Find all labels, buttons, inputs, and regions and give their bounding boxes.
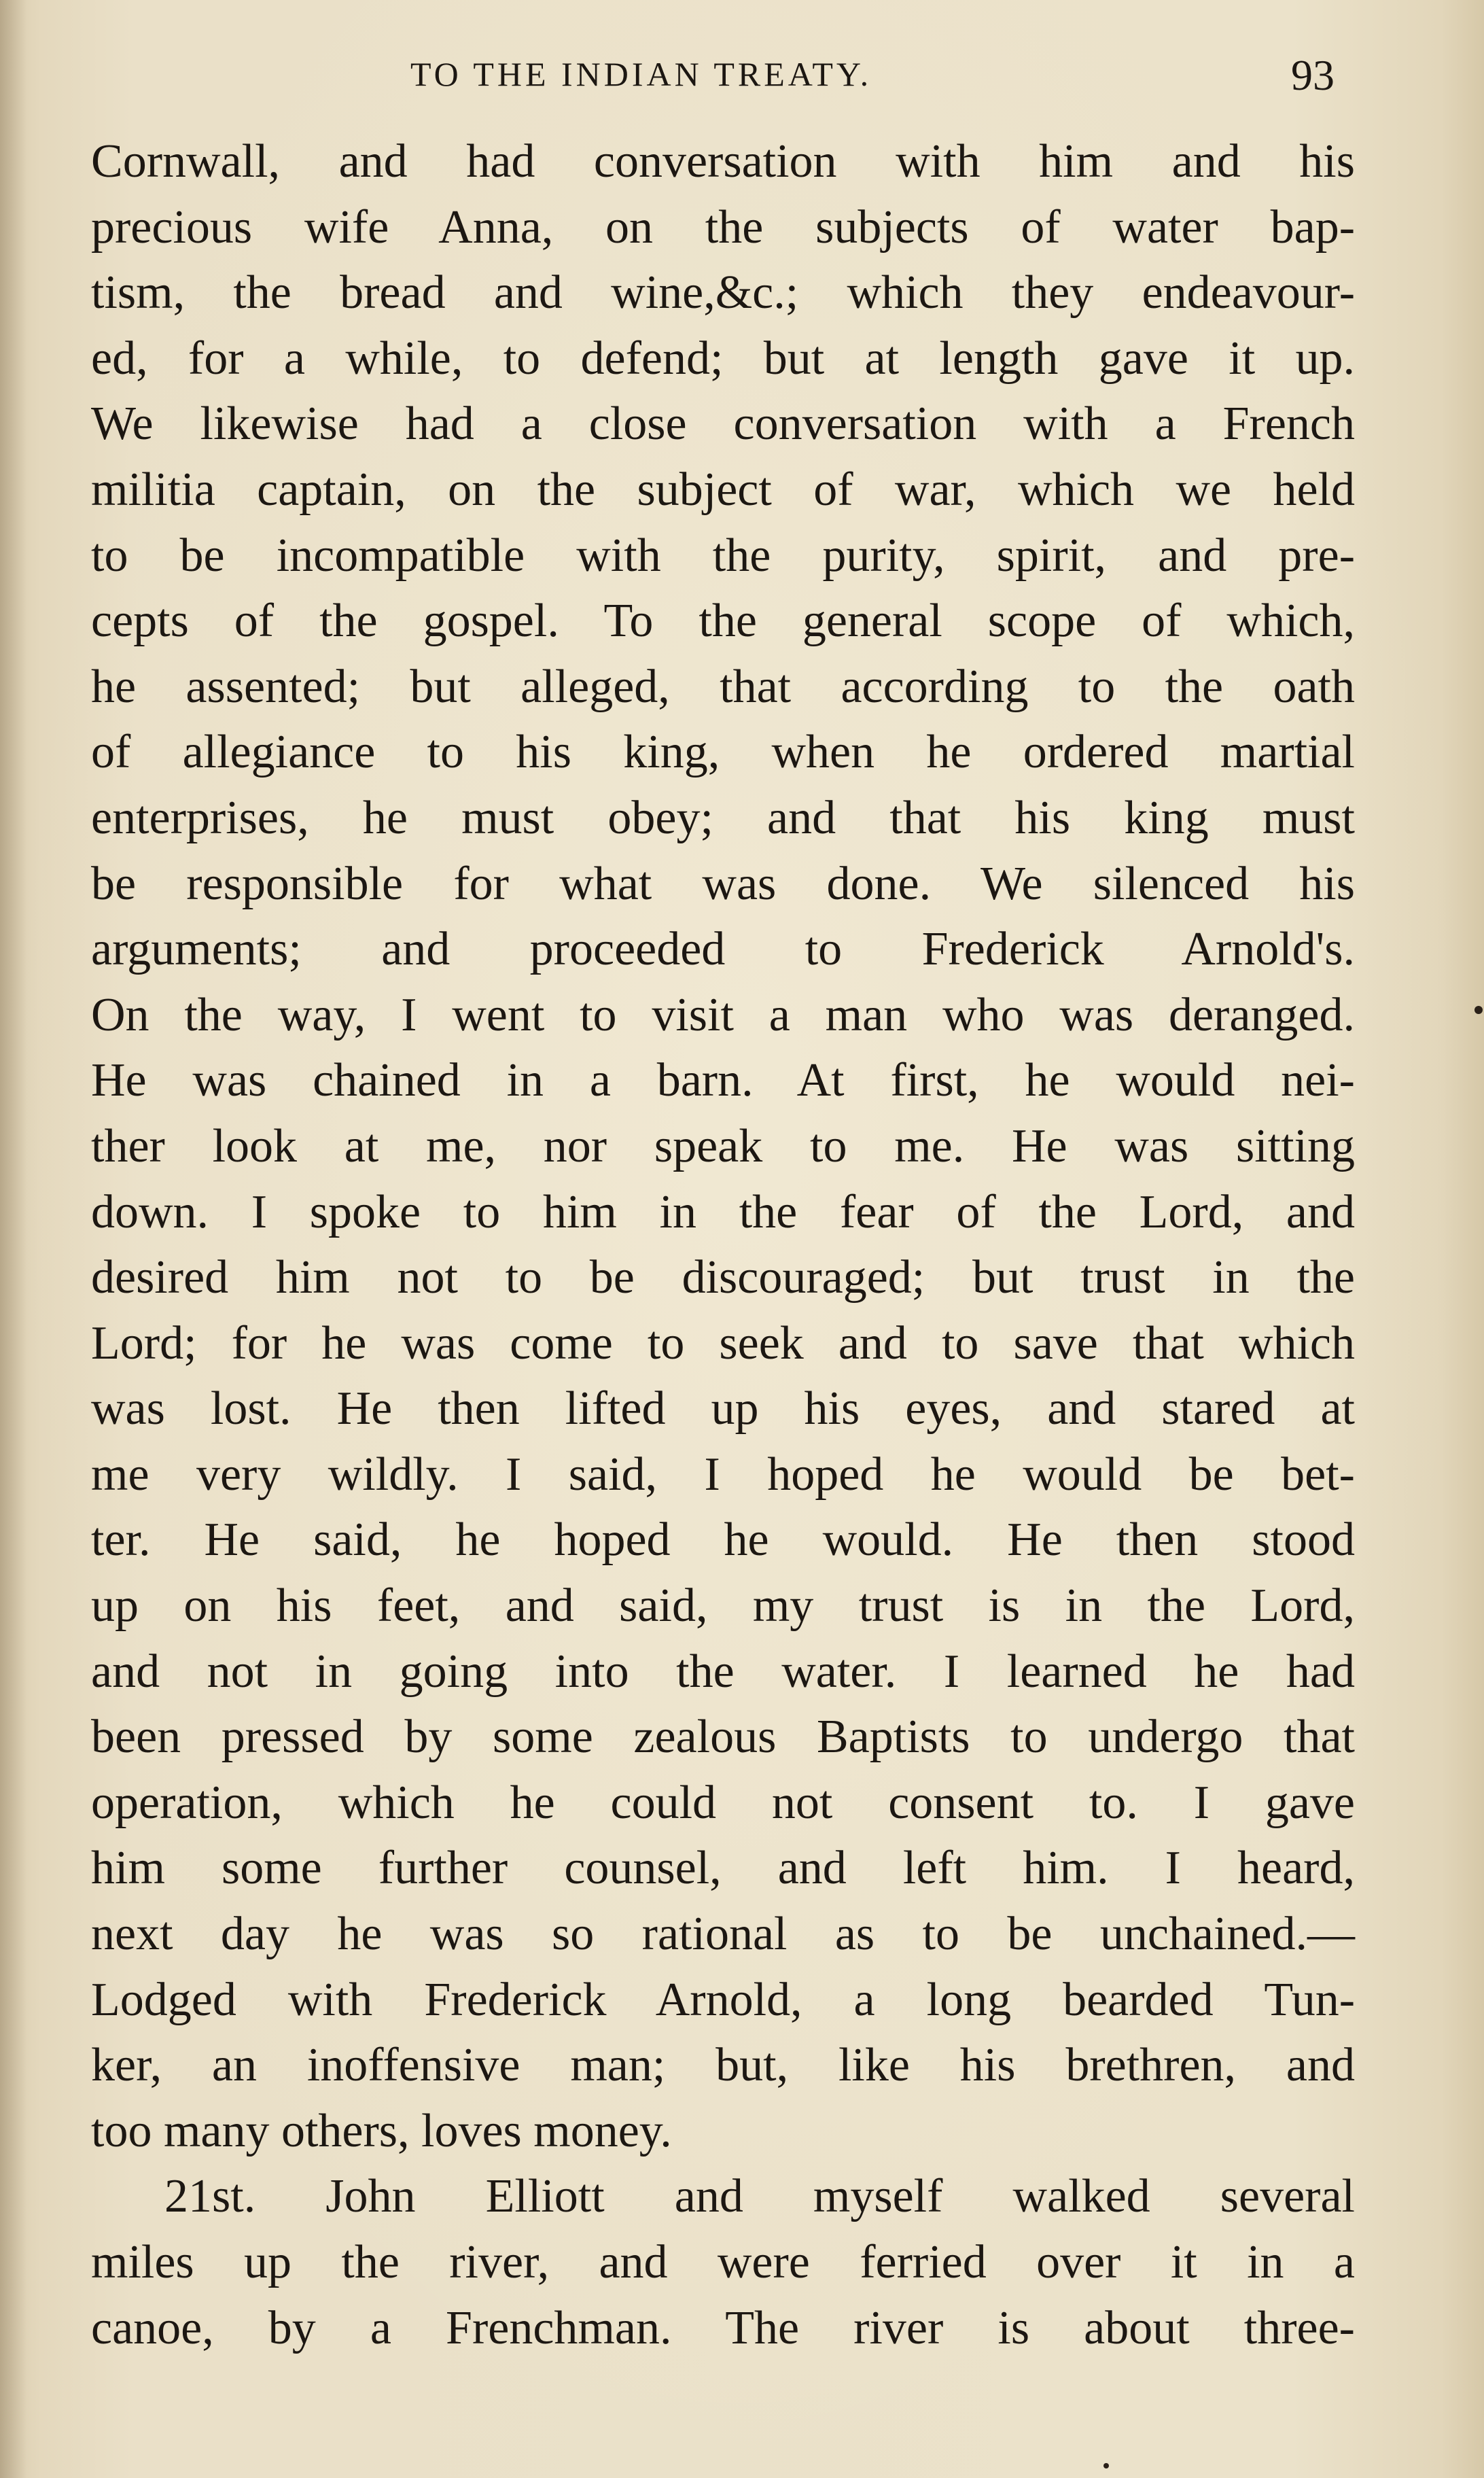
- text-line: been pressed by some zealous Baptists to undergo that: [91, 1711, 1355, 1764]
- running-title: TO THE INDIAN TREATY.: [410, 55, 872, 93]
- paragraph-start-line: 21st. John Elliott and myself walked several: [164, 2170, 1355, 2223]
- text-line: to be incompatible with the purity, spirit, and pre-: [91, 529, 1355, 582]
- text-line: arguments; and proceeded to Frederick Arnold's.: [91, 923, 1355, 976]
- body-text: [91, 129, 1355, 2361]
- text-line: down. I spoke to him in the fear of the Lord, and: [91, 1185, 1355, 1238]
- text-line: operation, which he could not consent to. I gave: [91, 1776, 1355, 1829]
- text-line: On the way, I went to visit a man who was deranged.: [91, 988, 1355, 1041]
- text-line: me very wildly. I said, I hoped he would be bet-: [91, 1448, 1355, 1501]
- text-line: cepts of the gospel. To the general scope of which,: [91, 595, 1355, 648]
- text-line: precious wife Anna, on the subjects of water bap-: [91, 200, 1355, 254]
- text-line: and not in going into the water. I learned he had: [91, 1645, 1355, 1698]
- paragraph-end-line: too many others, loves money.: [91, 2104, 672, 2157]
- text-line: enterprises, he must obey; and that his king must: [91, 791, 1355, 844]
- text-line: Lodged with Frederick Arnold, a long bearded Tun-: [91, 1973, 1355, 2026]
- text-line: up on his feet, and said, my trust is in the Lord,: [91, 1580, 1355, 1633]
- text-line: Lord; for he was come to seek and to save that which: [91, 1316, 1355, 1369]
- text-line: tism, the bread and wine,&c.; which they endeavour-: [91, 266, 1355, 319]
- text-line: militia captain, on the subject of war, which we held: [91, 463, 1355, 516]
- ink-speck: [1474, 1006, 1483, 1014]
- text-line: he assented; but alleged, that according to the oath: [91, 660, 1355, 713]
- text-line: ed, for a while, to defend; but at length gave it up.: [91, 332, 1355, 385]
- text-line: next day he was so rational as to be unchained.—: [91, 1908, 1355, 1961]
- spine-shadow: [0, 0, 27, 2478]
- text-line: ther look at me, nor speak to me. He was sitting: [91, 1119, 1355, 1172]
- text-line: of allegiance to his king, when he ordered martial: [91, 726, 1355, 779]
- page-number: 93: [1291, 51, 1335, 99]
- text-line: canoe, by a Frenchman. The river is about three-: [91, 2301, 1355, 2354]
- ink-speck: [1103, 2463, 1109, 2468]
- text-line: be responsible for what was done. We silenced his: [91, 857, 1355, 910]
- text-line: was lost. He then lifted up his eyes, and stared at: [91, 1382, 1355, 1435]
- text-line: miles up the river, and were ferried over it in a: [91, 2236, 1355, 2288]
- text-line: ker, an inoffensive man; but, like his brethren, and: [91, 2039, 1355, 2092]
- page-header: [91, 50, 1335, 105]
- text-line: ter. He said, he hoped he would. He then stood: [91, 1514, 1355, 1567]
- text-line: He was chained in a barn. At first, he would nei-: [91, 1054, 1355, 1107]
- text-line: desired him not to be discouraged; but trust in the: [91, 1251, 1355, 1304]
- text-line: Cornwall, and had conversation with him and his: [91, 135, 1355, 188]
- text-line: We likewise had a close conversation with a French: [91, 398, 1355, 451]
- text-line: him some further counsel, and left him. I heard,: [91, 1842, 1355, 1895]
